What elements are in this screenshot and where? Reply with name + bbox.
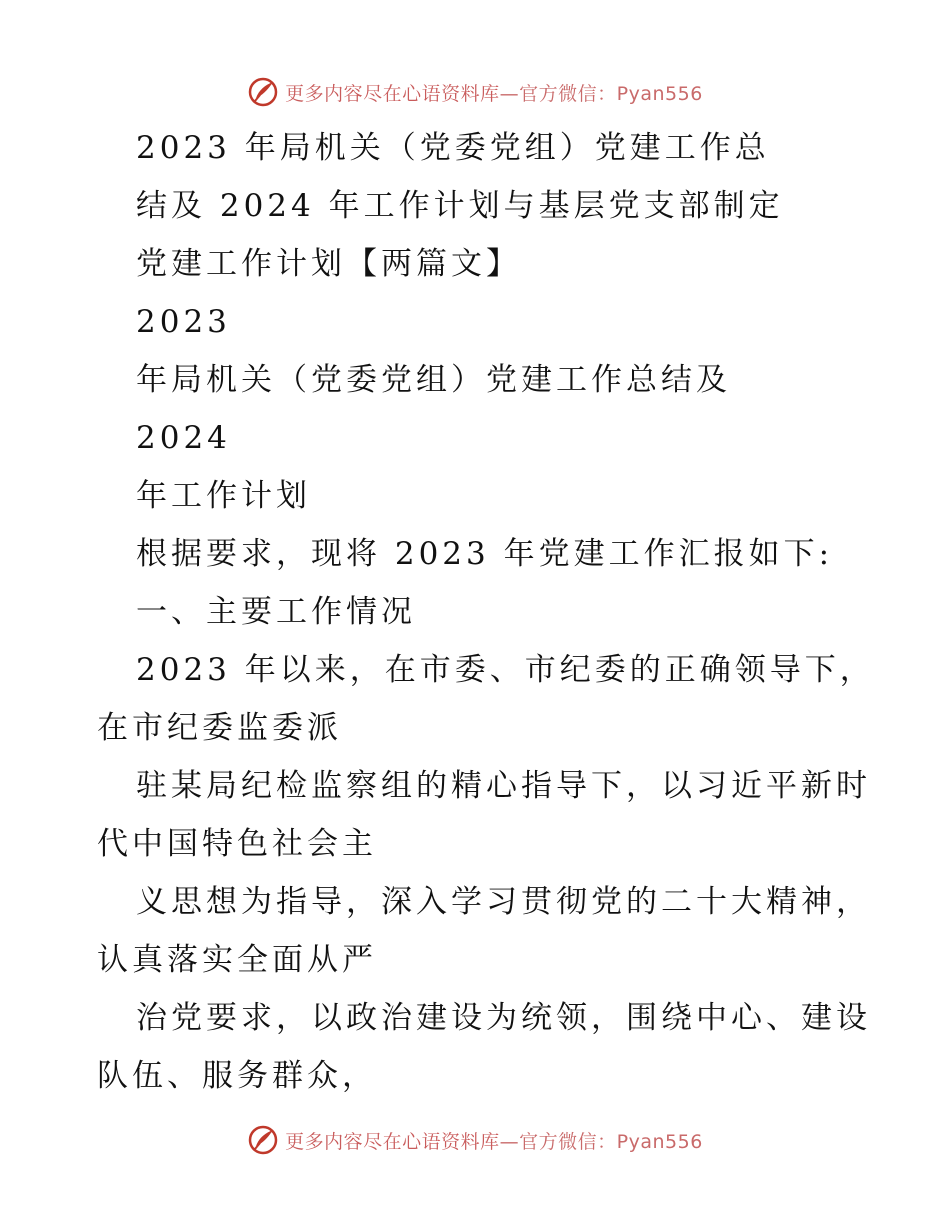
watermark-brand: 更多内容尽在心语资料库 bbox=[285, 1130, 500, 1153]
header-watermark-inner bbox=[247, 76, 703, 108]
paragraph-line: 治党要求，以政治建设为统领，围绕中心、建设 bbox=[136, 1000, 871, 1036]
paragraph-line: 驻某局纪检监察组的精心指导下，以习近平新时 bbox=[136, 768, 871, 804]
title-line-2: 结及 2024 年工作计划与基层党支部制定 bbox=[136, 188, 784, 224]
quill-logo-icon bbox=[247, 1124, 279, 1156]
title-line-3: 党建工作计划【两篇文】 bbox=[136, 246, 521, 282]
footer-watermark-inner bbox=[247, 1124, 703, 1156]
paragraph-line: 在市纪委监委派 bbox=[97, 710, 342, 746]
quill-logo-icon bbox=[247, 76, 279, 108]
section-heading-1: 一、主要工作情况 bbox=[136, 594, 416, 630]
watermark-text bbox=[285, 1127, 703, 1154]
paragraph-line: 2023 年以来，在市委、市纪委的正确领导下， bbox=[136, 652, 875, 688]
title-line-1: 2023 年局机关（党委党组）党建工作总 bbox=[136, 130, 770, 166]
subtitle-year-2023: 2023 bbox=[136, 304, 231, 340]
subtitle-plan: 年工作计划 bbox=[136, 478, 311, 514]
paragraph-line: 代中国特色社会主 bbox=[97, 826, 377, 862]
watermark-separator: — bbox=[499, 82, 520, 105]
paragraph-line: 队伍、服务群众， bbox=[97, 1058, 377, 1094]
watermark-text bbox=[285, 79, 703, 106]
watermark-wechat: 官方微信：Pyan556 bbox=[519, 1130, 703, 1153]
paragraph-line: 义思想为指导，深入学习贯彻党的二十大精神， bbox=[136, 884, 871, 920]
footer-watermark bbox=[0, 1120, 950, 1160]
header-watermark bbox=[0, 72, 950, 112]
watermark-separator: — bbox=[499, 1130, 520, 1153]
intro-paragraph: 根据要求，现将 2023 年党建工作汇报如下: bbox=[136, 536, 834, 572]
subtitle-summary: 年局机关（党委党组）党建工作总结及 bbox=[136, 362, 731, 398]
paragraph-line: 认真落实全面从严 bbox=[97, 942, 377, 978]
watermark-brand: 更多内容尽在心语资料库 bbox=[285, 82, 500, 105]
subtitle-year-2024: 2024 bbox=[136, 420, 231, 456]
watermark-wechat: 官方微信：Pyan556 bbox=[519, 82, 703, 105]
